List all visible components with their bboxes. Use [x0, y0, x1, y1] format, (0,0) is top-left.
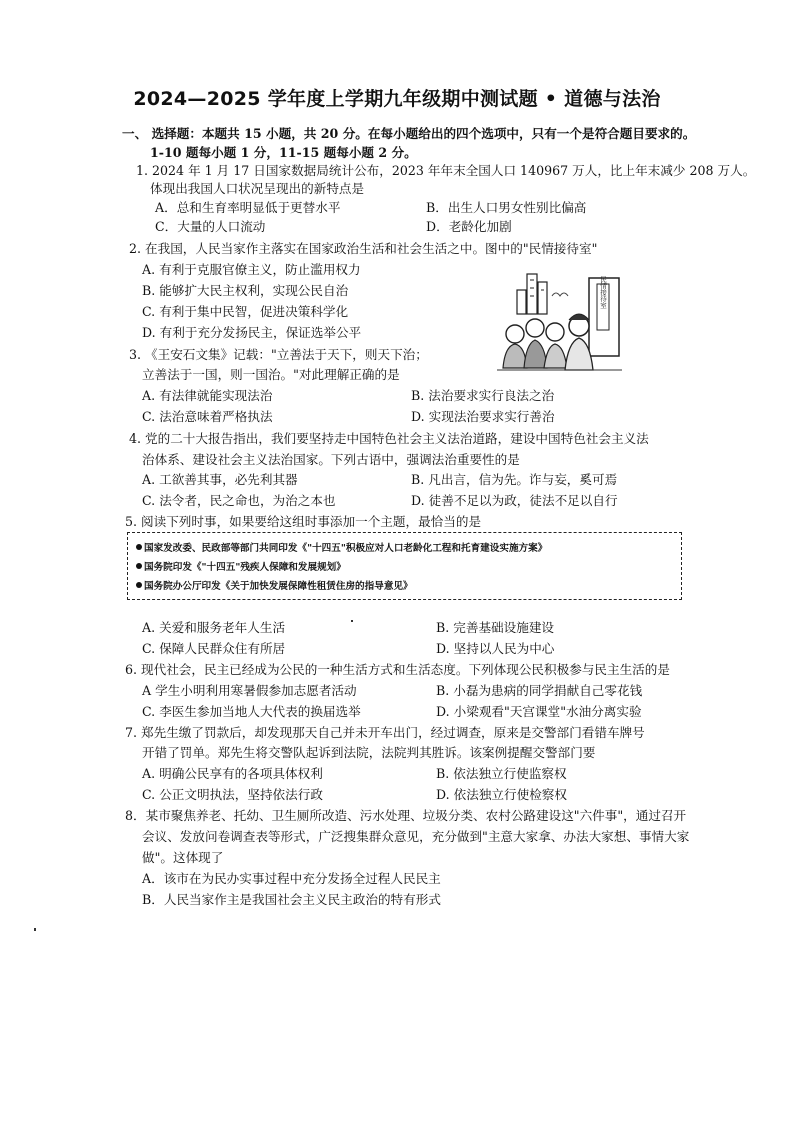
- q1-stem-line2: 体现出我国人口状况呈现出的新特点是: [150, 181, 365, 196]
- q8-stem-line3: 做"。这体现了: [142, 850, 224, 865]
- q6-option-c[interactable]: C. 李医生参加当地人大代表的换届选举: [142, 704, 361, 719]
- q4-option-c[interactable]: C. 法令者，民之命也，为治之本也: [142, 493, 336, 508]
- q5-news-text: 国务院印发《"十四五"残疾人保障和发展规划》: [144, 562, 346, 573]
- q6-option-b[interactable]: B. 小磊为患病的同学捐献自己零花钱: [436, 683, 643, 698]
- exam-title: 2024—2025 学年度上学期九年级期中测试题 • 道德与法治: [133, 88, 661, 110]
- q7-option-c[interactable]: C. 公正文明执法，坚持依法行政: [142, 787, 323, 802]
- q4-stem-line2: 治体系、建设社会主义法治国家。下列古语中，强调法治重要性的是: [142, 452, 520, 467]
- q2-option-d[interactable]: D. 有利于充分发扬民主，保证选举公平: [142, 325, 362, 340]
- q7-option-b[interactable]: B. 依法独立行使监察权: [436, 766, 567, 781]
- q3-stem-line2: 立善法于一国，则一国治。"对此理解正确的是: [142, 367, 400, 382]
- q5-news-item: [136, 562, 346, 574]
- bullet-icon: [136, 563, 142, 569]
- q7-option-a[interactable]: A. 明确公民享有的各项具体权利: [142, 766, 323, 781]
- q3-option-c[interactable]: C. 法治意味着严格执法: [142, 409, 273, 424]
- q1-option-d[interactable]: D．老龄化加剧: [426, 219, 512, 234]
- q3-option-b[interactable]: B. 法治要求实行良法之治: [411, 388, 555, 403]
- q6-option-d[interactable]: D. 小梁观看"天宫课堂"水油分离实验: [436, 704, 642, 719]
- q7-stem-line1: 7. 郑先生缴了罚款后，却发现那天自己并未开车出门，经过调查，原来是交警部门看错车牌号: [125, 725, 645, 740]
- q7-stem-line2: 开错了罚单。郑先生将交警队起诉到法院，法院判其胜诉。该案例提醒交警部门要: [142, 745, 596, 760]
- q1-stem-line1: 1. 2024 年 1 月 17 日国家数据局统计公布，2023 年年末全国人口 140967 万人，比上年末减少 208 万人。: [136, 163, 756, 178]
- q5-option-a[interactable]: A. 关爱和服务老年人生活: [142, 620, 286, 635]
- q2-option-c[interactable]: C. 有利于集中民智，促进决策科学化: [142, 304, 349, 319]
- scan-speck: [351, 620, 353, 622]
- q5-news-text: 国务院办公厅印发《关于加快发展保障性租赁住房的指导意见》: [144, 581, 413, 592]
- section-instructions-line2: 1-10 题每小题 1 分，11-15 题每小题 2 分。: [150, 145, 417, 160]
- q5-news-item: [136, 543, 547, 555]
- q5-option-c[interactable]: C. 保障人民群众住有所居: [142, 641, 286, 656]
- q8-option-b[interactable]: B．人民当家作主是我国社会主义民主政治的特有形式: [142, 892, 441, 907]
- q2-option-b[interactable]: B. 能够扩大民主权利，实现公民自治: [142, 283, 349, 298]
- q3-option-a[interactable]: A. 有法律就能实现法治: [142, 388, 273, 403]
- q4-option-d[interactable]: D. 徒善不足以为政，徒法不足以自行: [411, 493, 618, 508]
- q4-option-a[interactable]: A. 工欲善其事，必先利其器: [142, 472, 298, 487]
- q5-option-d[interactable]: D. 坚持以人民为中心: [436, 641, 555, 656]
- bullet-icon: [136, 582, 142, 588]
- q8-option-a[interactable]: A．该市在为民办实事过程中充分发扬全过程人民民主: [142, 871, 441, 886]
- q7-option-d[interactable]: D. 依法独立行使检察权: [436, 787, 567, 802]
- q4-option-b[interactable]: B. 凡出言，信为先。诈与妄，奚可焉: [411, 472, 618, 487]
- q8-stem-line1: 8．某市聚焦养老、托幼、卫生厕所改造、污水处理、垃圾分类、农村公路建设这"六件事"，通过召开: [125, 808, 687, 823]
- q4-stem-line1: 4. 党的二十大报告指出，我们要坚持走中国特色社会主义法治道路，建设中国特色社会主义法: [129, 431, 649, 446]
- q5-stem: 5. 阅读下列时事，如果要给这组时事添加一个主题，最恰当的是: [125, 514, 482, 529]
- q5-news-item: [136, 581, 413, 593]
- bullet-icon: [136, 544, 142, 550]
- q6-stem: 6. 现代社会，民主已经成为公民的一种生活方式和生活态度。下列体现公民积极参与民主生活的是: [125, 662, 670, 677]
- q1-option-b[interactable]: B．出生人口男女性别比偏高: [426, 200, 587, 215]
- q5-option-b[interactable]: B. 完善基础设施建设: [436, 620, 555, 635]
- q3-stem-line1: 3. 《王安石文集》记载："立善法于天下，则天下治；: [129, 347, 428, 362]
- q6-option-a[interactable]: A 学生小明利用寒暑假参加志愿者活动: [142, 683, 357, 698]
- q1-option-a[interactable]: A．总和生育率明显低于更替水平: [155, 200, 341, 215]
- q5-news-text: 国家发改委、民政部等部门共同印发《"十四五"积极应对人口老龄化工程和托育建设实施方案》: [144, 543, 548, 554]
- section-instructions-line1: 一、 选择题：本题共 15 小题，共 20 分。在每小题给出的四个选项中，只有一个是符合题目要求的。: [122, 126, 696, 141]
- q3-option-d[interactable]: D. 实现法治要求实行善治: [411, 409, 555, 424]
- q8-stem-line2: 会议、发放问卷调查表等形式，广泛搜集群众意见，充分做到"主意大家拿、办法大家想、事情大家: [142, 829, 690, 844]
- scan-speck: [34, 928, 36, 931]
- q2-option-a[interactable]: A. 有利于克服官僚主义，防止滥用权力: [142, 262, 361, 277]
- reception-room-sign: 民情接待室: [599, 275, 607, 309]
- reception-room-illustration: [497, 268, 622, 378]
- q1-option-c[interactable]: C．大量的人口流动: [155, 219, 266, 234]
- q2-stem: 2. 在我国，人民当家作主落实在国家政治生活和社会生活之中。图中的"民情接待室": [129, 241, 598, 256]
